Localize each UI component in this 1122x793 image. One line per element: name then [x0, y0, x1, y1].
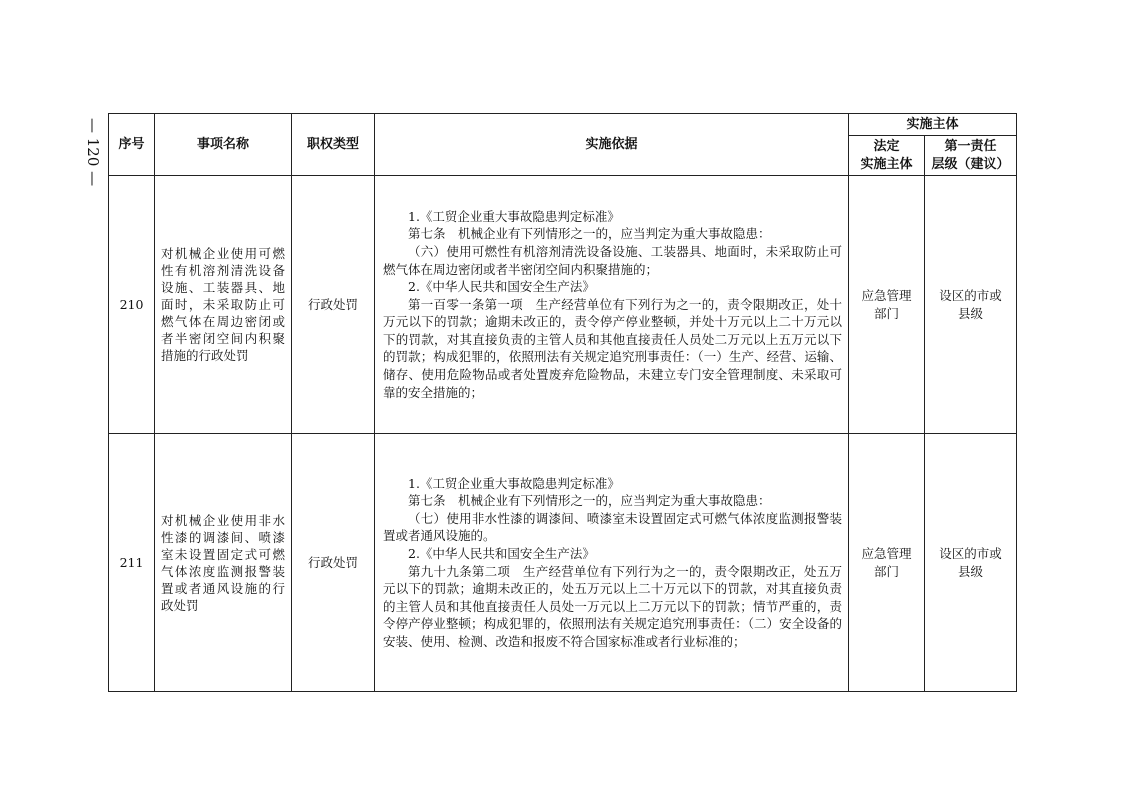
row-first-level — [925, 434, 1017, 692]
page-number: — 120 — — [84, 118, 102, 187]
header-first-level-line-1: 第一责任 — [944, 138, 997, 154]
row-basis — [375, 434, 849, 692]
basis-line: （七）使用非水性漆的调漆间、喷漆室未设置固定式可燃气体浓度监测报警装置或者通风设施的。 — [383, 510, 842, 544]
header-first-level-line-2: 层级（建议） — [931, 156, 1010, 172]
basis-line: （六）使用可燃性有机溶剂清洗设备设施、工装器具、地面时，未采取防止可燃气体在周边密闭或者半密闭空间内积聚措施的； — [383, 243, 842, 277]
row-first-level-line-1: 设区的市或 — [939, 545, 1002, 561]
basis-line: 2.《中华人民共和国安全生产法》 — [408, 279, 595, 295]
header-first-level — [925, 136, 1017, 176]
row-item-name: 对机械企业使用非水性漆的调漆间、喷漆室未设置固定式可燃气体浓度监测报警装置或者通风设施的行政处罚 — [155, 434, 292, 692]
header-legal-subject-line-1: 法定 — [873, 138, 900, 154]
basis-line: 第七条 机械企业有下列情形之一的，应当判定为重大事故隐患： — [408, 493, 771, 509]
row-first-level — [925, 176, 1017, 434]
row-legal-subject-line-2: 部门 — [873, 305, 899, 321]
basis-line: 第九十九条第二项 生产经营单位有下列行为之一的，责令限期改正，处五万元以下的罚款；逾期未改正的，处五万元以上二十万元以下的罚款，对其直接负责的主管人员和其他直接责任人员处一万元以上二万元以下的罚款；情节严重的，责令停产停业整顿；构成犯罪的，依照刑法有关规定追究刑事责任：（二）安全设备的安装、使用、检测、改造和报废不符合国家标准或者行业标准的； — [383, 563, 842, 649]
row-power-type: 行政处罚 — [292, 176, 375, 434]
row-seq: 211 — [109, 434, 155, 692]
row-legal-subject-line-1: 应急管理 — [861, 545, 912, 561]
basis-line: 第一百零一条第一项 生产经营单位有下列行为之一的，责令限期改正，处十万元以下的罚款；逾期未改正的，责令停产停业整顿，并处十万元以上二十万元以下的罚款，对其直接负责的主管人员和其他直接责任人员处二万元以上五万元以下的罚款；构成犯罪的，依照刑法有关规定追究刑事责任：（一）生产、经营、运输、储存、使用危险物品或者处置废弃危险物品，未建立专门安全管理制度、未采取可靠的安全措施的； — [383, 296, 842, 400]
header-subject-group: 实施主体 — [849, 114, 1017, 136]
row-first-level-line-1: 设区的市或 — [939, 287, 1002, 303]
basis-line: 2.《中华人民共和国安全生产法》 — [408, 545, 595, 561]
row-power-type: 行政处罚 — [292, 434, 375, 692]
row-seq: 210 — [109, 176, 155, 434]
header-seq: 序号 — [109, 114, 155, 176]
basis-line: 1.《工贸企业重大事故隐患判定标准》 — [408, 475, 620, 491]
header-legal-subject-line-2: 实施主体 — [860, 156, 913, 172]
row-first-level-line-2: 县级 — [958, 563, 984, 579]
header-power-type: 职权类型 — [292, 114, 375, 176]
header-basis: 实施依据 — [375, 114, 849, 176]
header-legal-subject — [849, 136, 925, 176]
row-legal-subject — [849, 176, 925, 434]
row-item-name: 对机械企业使用可燃性有机溶剂清洗设备设施、工装器具、地面时，未采取防止可燃气体在周边密闭或者半密闭空间内积聚措施的行政处罚 — [155, 176, 292, 434]
row-basis — [375, 176, 849, 434]
row-legal-subject-line-1: 应急管理 — [861, 287, 912, 303]
row-legal-subject-line-2: 部门 — [873, 563, 899, 579]
header-item-name: 事项名称 — [155, 114, 292, 176]
table-row — [109, 176, 1017, 434]
enforcement-table — [108, 113, 1017, 692]
basis-line: 1.《工贸企业重大事故隐患判定标准》 — [408, 208, 620, 224]
basis-line: 第七条 机械企业有下列情形之一的，应当判定为重大事故隐患： — [408, 226, 771, 242]
row-legal-subject — [849, 434, 925, 692]
row-first-level-line-2: 县级 — [958, 305, 984, 321]
table-row — [109, 434, 1017, 692]
